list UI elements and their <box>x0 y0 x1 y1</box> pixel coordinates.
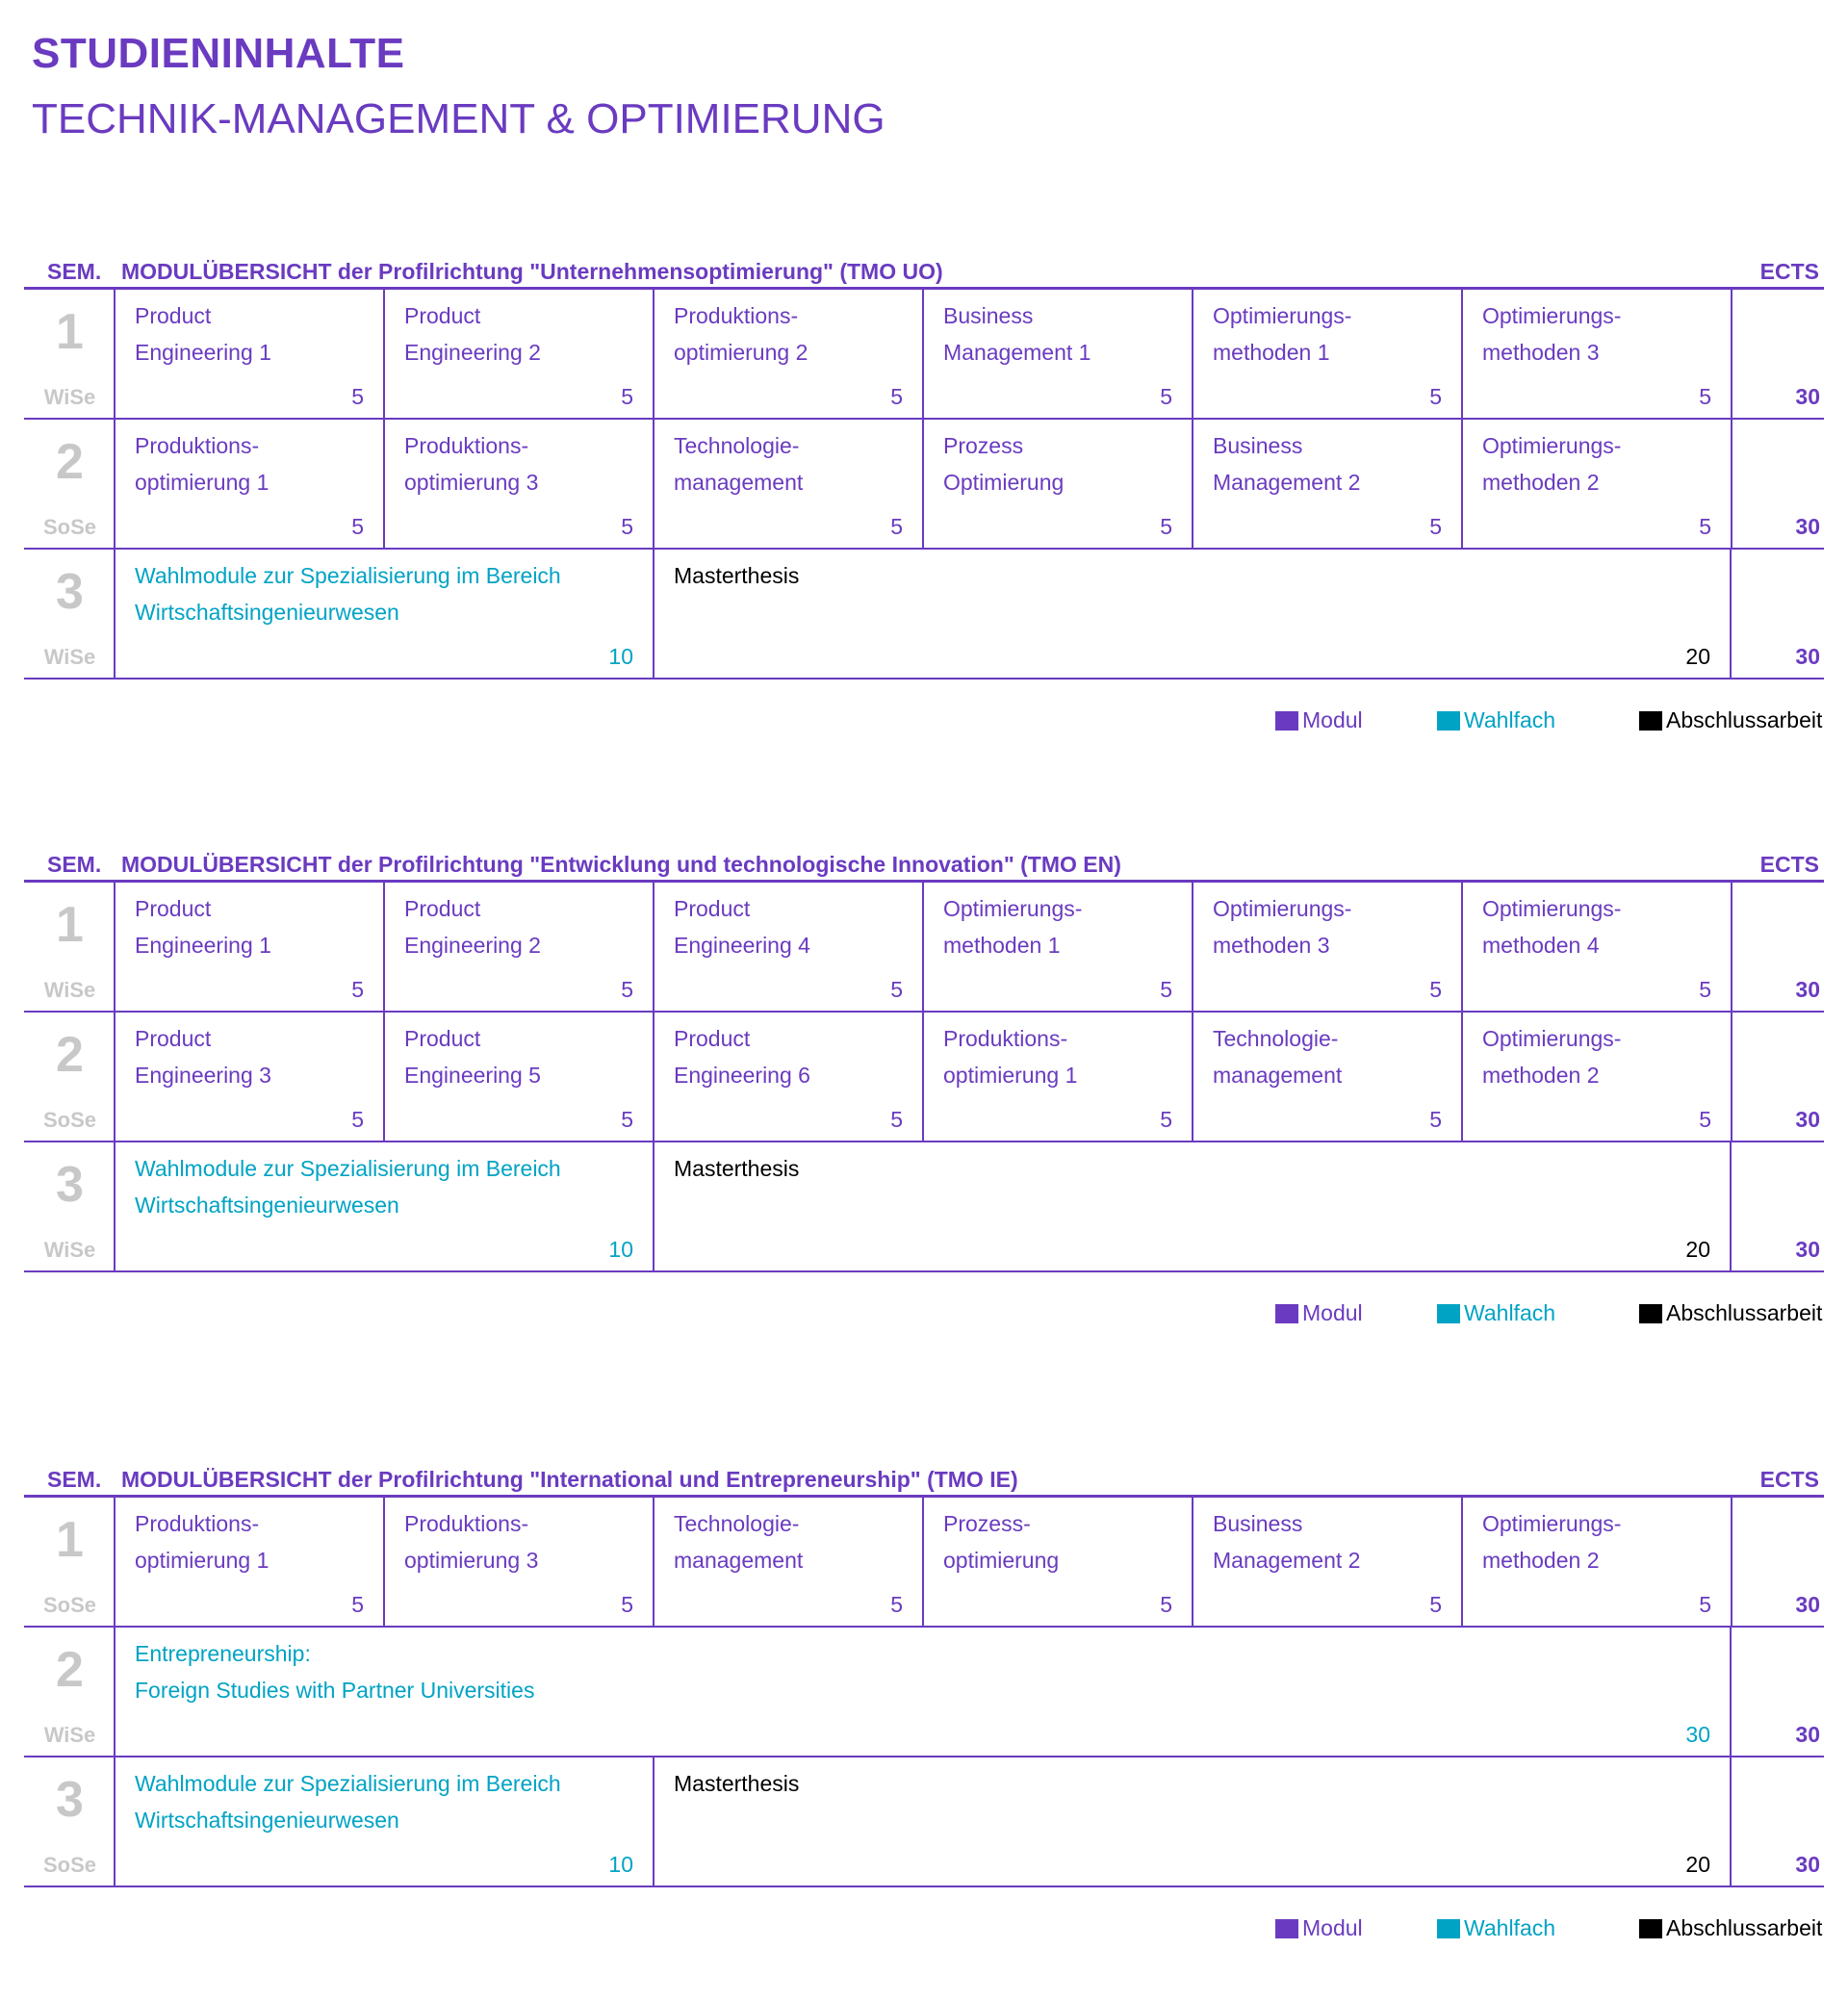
semester-term: SoSe <box>42 1853 97 1877</box>
thesis-cell-ects: 20 <box>1685 1852 1710 1877</box>
legend-abschlussarbeit-swatch-icon <box>1639 711 1662 731</box>
legend-modul <box>1275 1915 1363 1941</box>
module-cell-ects: 5 <box>1699 1592 1711 1617</box>
ects-total: 30 <box>1795 1237 1820 1262</box>
semester-number: 1 <box>56 304 84 360</box>
module-cell <box>385 420 654 548</box>
semester-row <box>24 883 1824 1013</box>
module-cell <box>1194 1013 1463 1141</box>
module-cell <box>654 420 924 548</box>
module-cell <box>924 1498 1194 1626</box>
semester-cell <box>24 290 116 418</box>
legend-wahlfach-swatch-icon <box>1437 1304 1460 1323</box>
ects-total-cell <box>1732 550 1824 678</box>
elective-cell-ects: 10 <box>608 644 633 669</box>
module-cell-label: Produktions- optimierung 3 <box>404 433 539 495</box>
module-cell-label: Product Engineering 5 <box>404 1026 541 1088</box>
module-cell <box>924 883 1194 1011</box>
module-cell-ects: 5 <box>621 514 633 539</box>
module-cell-ects: 5 <box>1160 384 1172 409</box>
sem-column-header: SEM. <box>47 1467 102 1492</box>
table-title: MODULÜBERSICHT der Profilrichtung "Unternehmensoptimierung" (TMO UO) <box>121 259 943 284</box>
module-cell <box>116 883 385 1011</box>
module-cell-label: Prozess Optimierung <box>943 433 1065 495</box>
ects-column-header: ECTS <box>1759 852 1819 877</box>
semester-row <box>24 420 1824 550</box>
semester-term: WiSe <box>43 1238 96 1262</box>
table-header <box>24 846 1824 880</box>
semester-number: 2 <box>56 434 84 490</box>
legend-abschlussarbeit <box>1639 1915 1822 1941</box>
semester-cell <box>24 1628 116 1756</box>
module-cell-ects: 5 <box>890 514 903 539</box>
semester-number: 3 <box>56 1157 84 1213</box>
elective-cell-label: Wahlmodule zur Spezialisierung im Bereich Wirtschaftsingenieurwesen <box>135 1771 561 1833</box>
ects-total-cell <box>1732 1142 1824 1270</box>
module-cell-ects: 5 <box>1160 1107 1172 1132</box>
module-cell-label: Optimierungs- methoden 1 <box>1213 303 1352 365</box>
module-cell-ects: 5 <box>351 514 364 539</box>
semester-term: WiSe <box>43 385 96 409</box>
module-cell-label: Optimierungs- methoden 3 <box>1482 303 1622 365</box>
module-cell <box>924 290 1194 418</box>
legend-abschlussarbeit <box>1639 1300 1822 1326</box>
module-cell <box>654 1013 924 1141</box>
thesis-cell-label: Masterthesis <box>674 563 800 588</box>
module-cell-label: Product Engineering 4 <box>674 896 810 958</box>
legend-modul-label: Modul <box>1302 1300 1363 1325</box>
module-table-3 <box>24 1461 1824 1944</box>
legend-wahlfach-swatch-icon <box>1437 1919 1460 1938</box>
semester-term: SoSe <box>42 515 97 539</box>
page-subtitle: TECHNIK-MANAGEMENT & OPTIMIERUNG <box>32 95 886 142</box>
sem-column-header: SEM. <box>47 259 102 284</box>
legend-wahlfach <box>1437 1915 1555 1941</box>
module-cell-ects: 5 <box>1429 514 1442 539</box>
module-grid <box>24 880 1824 1271</box>
module-cell-label: Product Engineering 3 <box>135 1026 271 1088</box>
sem-column-header: SEM. <box>47 852 102 877</box>
module-cell-label: Business Management 2 <box>1213 1511 1361 1573</box>
module-cell-label: Produktions- optimierung 2 <box>674 303 808 365</box>
module-grid <box>24 287 1824 679</box>
semester-term: WiSe <box>43 978 96 1002</box>
module-cell-ects: 5 <box>351 384 364 409</box>
semester-row <box>24 550 1824 680</box>
module-table-1 <box>24 253 1824 736</box>
thesis-cell <box>654 1757 1732 1886</box>
module-cell-ects: 5 <box>621 1592 633 1617</box>
legend-modul-swatch-icon <box>1275 1304 1298 1323</box>
semester-number: 2 <box>56 1642 84 1698</box>
ects-total: 30 <box>1795 644 1820 669</box>
semester-term: SoSe <box>42 1108 97 1132</box>
legend-modul-label: Modul <box>1302 1915 1363 1940</box>
elective-cell-label: Entrepreneurship: Foreign Studies with Partner Universities <box>135 1641 535 1703</box>
thesis-cell-label: Masterthesis <box>674 1156 800 1181</box>
legend-modul <box>1275 707 1363 733</box>
module-cell-ects: 5 <box>1699 1107 1711 1132</box>
module-cell <box>1194 290 1463 418</box>
module-cell-ects: 5 <box>351 1107 364 1132</box>
legend-wahlfach-label: Wahlfach <box>1464 1915 1556 1940</box>
module-cell <box>1194 883 1463 1011</box>
module-cell <box>116 1498 385 1626</box>
thesis-cell <box>654 1142 1732 1270</box>
module-cell-ects: 5 <box>351 977 364 1002</box>
legend-abschlussarbeit <box>1639 707 1822 733</box>
module-cell-label: Technologie- management <box>1213 1026 1343 1088</box>
module-cell <box>1463 290 1732 418</box>
legend <box>24 1271 1824 1329</box>
legend-modul <box>1275 1300 1363 1326</box>
module-cell <box>385 883 654 1011</box>
module-cell-label: Business Management 2 <box>1213 433 1361 495</box>
module-cell <box>385 290 654 418</box>
semester-number: 3 <box>56 1772 84 1828</box>
module-cell-label: Product Engineering 1 <box>135 303 271 365</box>
semester-row <box>24 1013 1824 1142</box>
ects-total-cell <box>1732 1628 1824 1756</box>
module-table-2 <box>24 846 1824 1329</box>
semester-cell <box>24 1142 116 1270</box>
thesis-cell-ects: 20 <box>1685 1237 1710 1262</box>
module-cell <box>1463 883 1732 1011</box>
legend-abschlussarbeit-label: Abschlussarbeit <box>1666 1915 1823 1940</box>
legend-wahlfach-label: Wahlfach <box>1464 1300 1556 1325</box>
ects-total: 30 <box>1795 1592 1820 1617</box>
elective-cell-label: Wahlmodule zur Spezialisierung im Bereich Wirtschaftsingenieurwesen <box>135 1156 561 1218</box>
module-cell-ects: 5 <box>890 1592 903 1617</box>
elective-cell <box>116 1757 654 1886</box>
semester-number: 2 <box>56 1027 84 1083</box>
module-cell-label: Product Engineering 6 <box>674 1026 810 1088</box>
module-cell-ects: 5 <box>1699 384 1711 409</box>
ects-total-cell <box>1732 883 1824 1011</box>
ects-column-header: ECTS <box>1759 1467 1819 1492</box>
semester-number: 3 <box>56 564 84 620</box>
legend-modul-label: Modul <box>1302 707 1363 732</box>
ects-total: 30 <box>1795 384 1820 409</box>
module-cell <box>924 420 1194 548</box>
semester-cell <box>24 420 116 548</box>
legend-modul-swatch-icon <box>1275 1919 1298 1938</box>
table-header <box>24 253 1824 287</box>
ects-total-cell <box>1732 1013 1824 1141</box>
module-cell-label: Technologie- management <box>674 1511 804 1573</box>
legend-wahlfach <box>1437 707 1555 733</box>
module-cell <box>1194 420 1463 548</box>
module-cell-label: Product Engineering 1 <box>135 896 271 958</box>
module-cell-label: Optimierungs- methoden 2 <box>1482 433 1622 495</box>
module-cell-ects: 5 <box>1160 514 1172 539</box>
ects-total-cell <box>1732 290 1824 418</box>
thesis-cell-ects: 20 <box>1685 644 1710 669</box>
semester-term: WiSe <box>43 1723 96 1747</box>
module-cell <box>654 290 924 418</box>
elective-cell <box>116 550 654 678</box>
semester-cell <box>24 550 116 678</box>
module-cell-ects: 5 <box>1429 1592 1442 1617</box>
module-cell-label: Optimierungs- methoden 3 <box>1213 896 1352 958</box>
semester-row <box>24 1498 1824 1628</box>
ects-total: 30 <box>1795 514 1820 539</box>
module-cell-ects: 5 <box>621 384 633 409</box>
module-cell-label: Business Management 1 <box>943 303 1091 365</box>
semester-number: 1 <box>56 1512 84 1568</box>
module-cell-label: Optimierungs- methoden 4 <box>1482 896 1622 958</box>
ects-total-cell <box>1732 420 1824 548</box>
module-cell <box>1463 1498 1732 1626</box>
legend-abschlussarbeit-label: Abschlussarbeit <box>1666 707 1823 732</box>
module-grid <box>24 1495 1824 1886</box>
module-cell <box>385 1498 654 1626</box>
module-cell <box>1463 1013 1732 1141</box>
semester-row <box>24 1757 1824 1887</box>
legend-abschlussarbeit-swatch-icon <box>1639 1304 1662 1323</box>
legend-modul-swatch-icon <box>1275 711 1298 731</box>
module-cell-ects: 5 <box>1699 514 1711 539</box>
elective-cell <box>116 1142 654 1270</box>
page-title: STUDIENINHALTE <box>32 30 405 77</box>
ects-total: 30 <box>1795 1852 1820 1877</box>
module-cell-label: Produktions- optimierung 3 <box>404 1511 539 1573</box>
semester-cell <box>24 1013 116 1141</box>
module-cell-ects: 5 <box>621 977 633 1002</box>
module-cell-ects: 5 <box>1429 977 1442 1002</box>
ects-total: 30 <box>1795 1107 1820 1132</box>
module-cell-ects: 5 <box>1160 977 1172 1002</box>
legend-abschlussarbeit-swatch-icon <box>1639 1919 1662 1938</box>
module-cell-label: Optimierungs- methoden 1 <box>943 896 1083 958</box>
module-cell-label: Product Engineering 2 <box>404 303 541 365</box>
thesis-cell-label: Masterthesis <box>674 1771 800 1796</box>
module-cell-label: Technologie- management <box>674 433 804 495</box>
module-cell-ects: 5 <box>1160 1592 1172 1617</box>
legend <box>24 1886 1824 1944</box>
module-cell-ects: 5 <box>351 1592 364 1617</box>
elective-cell-ects: 10 <box>608 1852 633 1877</box>
legend-wahlfach <box>1437 1300 1555 1326</box>
thesis-cell <box>654 550 1732 678</box>
ects-total: 30 <box>1795 1722 1820 1747</box>
semester-term: WiSe <box>43 645 96 669</box>
module-cell-label: Produktions- optimierung 1 <box>135 433 270 495</box>
table-header <box>24 1461 1824 1495</box>
ects-total-cell <box>1732 1757 1824 1886</box>
module-cell-ects: 5 <box>1429 384 1442 409</box>
legend-wahlfach-label: Wahlfach <box>1464 707 1556 732</box>
semester-term: SoSe <box>42 1593 97 1617</box>
legend-wahlfach-swatch-icon <box>1437 711 1460 731</box>
elective-cell-ects: 10 <box>608 1237 633 1262</box>
table-title: MODULÜBERSICHT der Profilrichtung "Entwicklung und technologische Innovation" (TMO EN) <box>121 852 1121 877</box>
module-cell <box>116 290 385 418</box>
semester-row <box>24 290 1824 420</box>
legend-abschlussarbeit-label: Abschlussarbeit <box>1666 1300 1823 1325</box>
module-cell <box>654 883 924 1011</box>
semester-row <box>24 1628 1824 1757</box>
module-cell-ects: 5 <box>1429 1107 1442 1132</box>
semester-row <box>24 1142 1824 1272</box>
module-cell <box>654 1498 924 1626</box>
elective-cell <box>116 1628 1732 1756</box>
module-cell-label: Optimierungs- methoden 2 <box>1482 1026 1622 1088</box>
module-cell-ects: 5 <box>621 1107 633 1132</box>
ects-total-cell <box>1732 1498 1824 1626</box>
module-cell-label: Prozess- optimierung <box>943 1511 1060 1573</box>
module-cell-ects: 5 <box>890 1107 903 1132</box>
module-cell-label: Optimierungs- methoden 2 <box>1482 1511 1622 1573</box>
elective-cell-ects: 30 <box>1685 1722 1710 1747</box>
ects-column-header: ECTS <box>1759 259 1819 284</box>
module-cell <box>116 420 385 548</box>
module-cell-label: Produktions- optimierung 1 <box>943 1026 1078 1088</box>
semester-cell <box>24 1498 116 1626</box>
module-cell-ects: 5 <box>890 384 903 409</box>
module-cell <box>385 1013 654 1141</box>
module-cell <box>116 1013 385 1141</box>
semester-cell <box>24 1757 116 1886</box>
legend <box>24 679 1824 736</box>
module-cell-ects: 5 <box>1699 977 1711 1002</box>
table-title: MODULÜBERSICHT der Profilrichtung "International und Entrepreneurship" (TMO IE) <box>121 1467 1018 1492</box>
module-cell-label: Produktions- optimierung 1 <box>135 1511 270 1573</box>
module-cell <box>1194 1498 1463 1626</box>
module-cell-ects: 5 <box>890 977 903 1002</box>
semester-number: 1 <box>56 897 84 953</box>
elective-cell-label: Wahlmodule zur Spezialisierung im Bereich Wirtschaftsingenieurwesen <box>135 563 561 625</box>
module-cell-label: Product Engineering 2 <box>404 896 541 958</box>
module-cell <box>1463 420 1732 548</box>
ects-total: 30 <box>1795 977 1820 1002</box>
module-cell <box>924 1013 1194 1141</box>
semester-cell <box>24 883 116 1011</box>
